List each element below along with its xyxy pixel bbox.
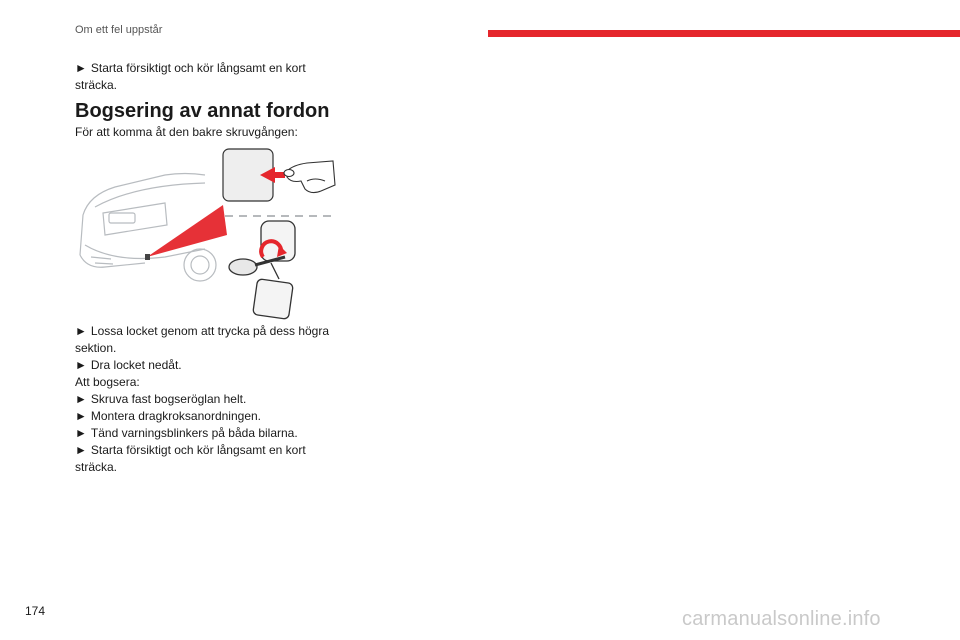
- step-marker-icon: ►: [75, 392, 87, 406]
- list-item: ► Montera dragkroksanordningen.: [75, 409, 261, 423]
- section-lead: För att komma åt den bakre skruvgången:: [75, 125, 298, 139]
- watermark: carmanualsonline.info: [682, 608, 881, 630]
- tow-eye-panel-icon: [229, 221, 295, 319]
- list-item: ► Lossa locket genom att trycka på dess högra sektion.: [75, 324, 330, 355]
- step-marker-icon: ►: [75, 358, 87, 372]
- step-marker-icon: ►: [75, 409, 87, 423]
- list-item: ► Starta försiktigt och kör långsamt en kort sträcka.: [75, 443, 306, 474]
- list-item: ► Dra locket nedåt.: [75, 358, 182, 372]
- section-color-bar: [488, 30, 960, 37]
- tow-label: Att bogsera:: [75, 375, 140, 389]
- page-number: 174: [25, 604, 46, 618]
- section-heading: Bogsering av annat fordon: [75, 100, 330, 122]
- step-marker-icon: ►: [75, 324, 87, 338]
- cover-steps: [75, 323, 345, 476]
- intro-step-text: Starta försiktigt och kör långsamt en kort sträcka.: [75, 61, 306, 92]
- section-header-title: Om ett fel uppstår: [75, 24, 163, 36]
- list-item: ► Skruva fast bogseröglan helt.: [75, 392, 247, 406]
- step-marker-icon: ►: [75, 443, 87, 457]
- hand-icon: [284, 161, 335, 193]
- intro-step: [75, 60, 345, 94]
- pointer-wedge-icon: [147, 205, 227, 257]
- step-marker-icon: ►: [75, 61, 87, 75]
- step-marker-icon: ►: [75, 426, 87, 440]
- list-item: ► Tänd varningsblinkers på båda bilarna.: [75, 426, 298, 440]
- rear-tow-eye-cover-illustration: [75, 145, 340, 320]
